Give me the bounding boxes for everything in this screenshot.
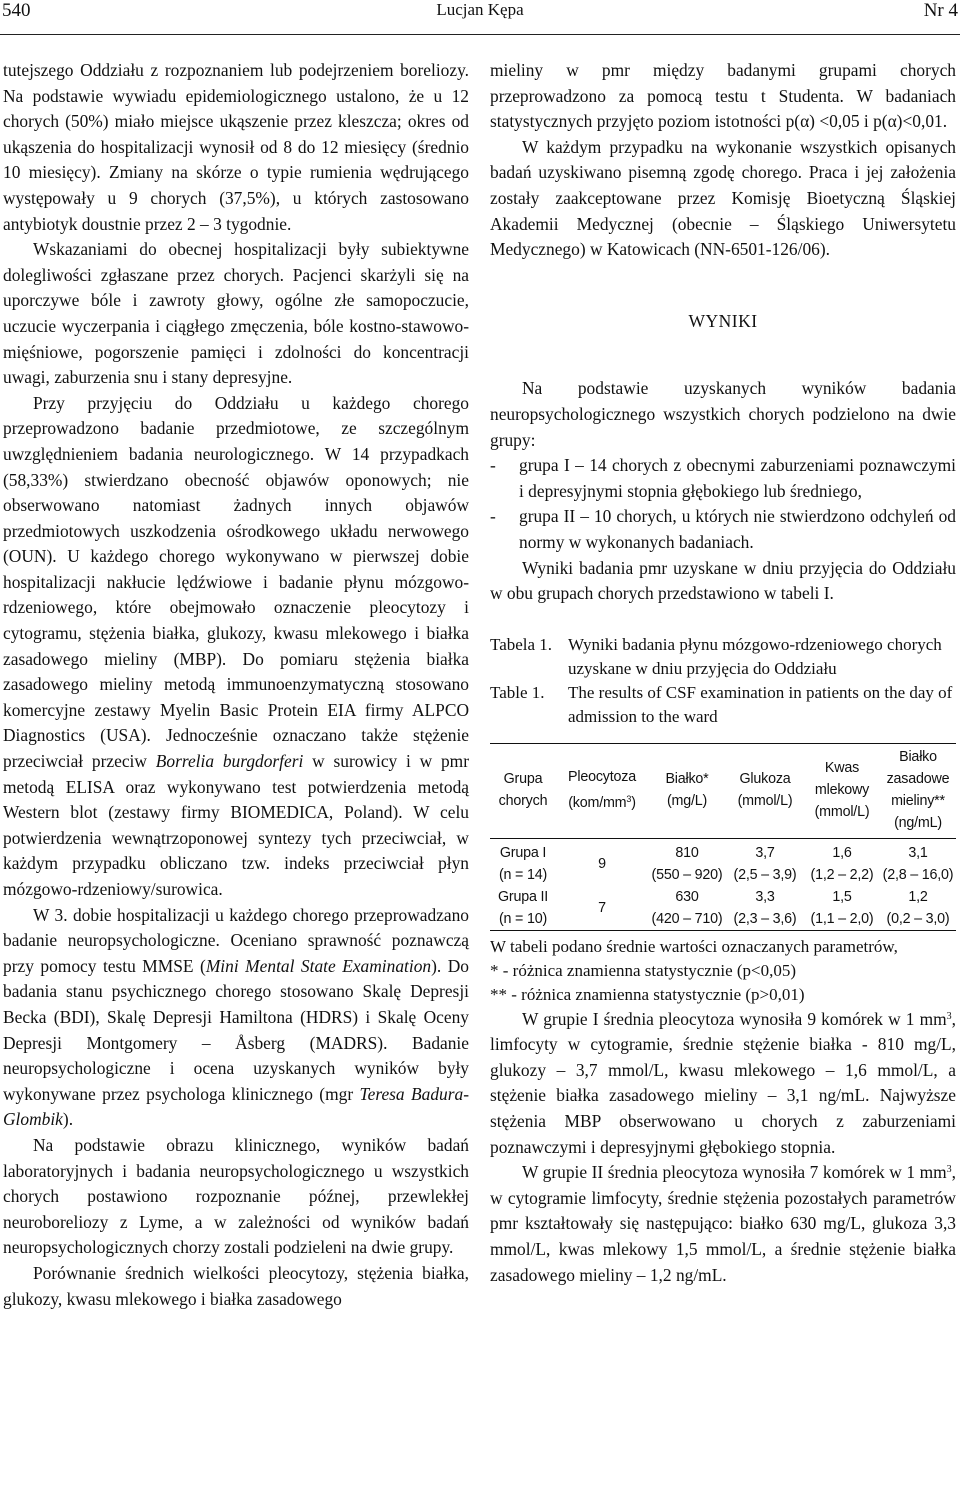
paragraph-diagnosis: Na podstawie obrazu klinicznego, wyników badań laboratoryjnych i badania neuropsychologicznego u wszystkich chorych postawiono rozpoznanie późnej, przewlekłej neuroboreliozy z Lyme, a w zależności od wyników badań neuropsychologicznych chorzy zostali podzieleni na dwie grupy. — [3, 1134, 469, 1258]
paragraph-examination: Przy przyjęciu do Oddziału u każdego chorego przeprowadzono badanie przedmiotowe, ze szczególnym uwzględnieniem badania neurologicznego. W 14 przypadkach (58,33%) stwierdzano obecność objawów oponowych; nie obserwowano natomiast żadnych innych objawów przedmiotowych uszkodzenia ośrodkowego układu nerwowego (OUN). U każdego chorego wykonywano w pierwszej dobie hospitalizacji nakłucie lędźwiowe i badanie płynu mózgowo-rdzeniowego, które obejmowało oznaczenie pleocytozy i cytogramu, stężenia białka, glukozy, kwasu mlekowego i białka zasadowego mieliny (MBP). Do pomiaru stężenia białka zasadowego mieliny metodą immunoenzymatyczną stosowano komercyjne zestawy Myelin Basic Protein EIA firmy ALPCO Diagnostics (USA). Jednocześnie oznaczano także stężenie przeciwciał przeciw Borrelia burgdorferi w surowicy i w pmr metodą ELISA oraz wykonywano test potwierdzenia metodą Western blot (zestawy firmy BIOMEDICA, Poland). W celu potwierdzenia wewnątrzoponowej syntezy tych przeciwciał, w każdym przypadku obliczano tzw. indeks przeciwciał płyn mózgowo-rdzeniowy/surowica. — [3, 392, 469, 899]
cell-protein: 630 (420 – 710) — [651, 888, 723, 927]
paragraph-statistics: mieliny w pmr między badanymi grupami chorych przeprowadzono za pomocą testu t Studenta. W badaniach statystycznych przyjęto poziom istotności p(α) <0,05 i p(α)<0,01. — [490, 60, 956, 132]
cell-pleocytosis: 7 — [598, 899, 606, 916]
psychologist-name: Teresa Badura-Glombik — [3, 1083, 469, 1130]
paragraph-history: tutejszego Oddziału z rozpoznaniem lub podejrzeniem boreliozy. Na podstawie wywiadu epidemiologicznego ustalono, że u 12 chorych (50%) miało miejsce ukąszenie przez kleszcza; okres od ukąszenia do hospitalizacji wynosił od 8 do 12 miesięcy (średnio 10 miesięcy). Zmiany na skórze o typie rumienia wędrującego występowały u 9 chorych (37,5%), u których zastosowano antybiotyk doustnie przez 2 – 3 tygodnie. — [3, 60, 469, 234]
paragraph-groups: Na podstawie uzyskanych wyników badania neuropsychologicznego wszystkich chorych podzielono na dwie grupy: — [490, 378, 956, 450]
cell-mbp: 3,1 (2,8 – 16,0) — [882, 844, 954, 883]
cell-protein: 810 (550 – 920) — [651, 844, 723, 883]
cell-glucose: 3,7 (2,5 – 3,9) — [733, 844, 797, 883]
mmse-name: Mini Mental State Examination — [205, 955, 432, 976]
header-rule — [0, 34, 960, 35]
paragraph-comparison: Porównanie średnich wielkości pleocytozy, stężenia białka, glukozy, kwasu mlekowego i białka zasadowego — [3, 1262, 469, 1309]
running-header — [0, 0, 960, 36]
caption-label-pl: Tabela 1. — [490, 634, 553, 654]
running-author: Lucjan Kępa — [436, 0, 524, 19]
table-header-row — [490, 743, 956, 838]
paragraph-table-intro: Wyniki badania pmr uzyskane w dniu przyjęcia do Oddziału w obu grupach chorych przedstawiono w tabeli I. — [490, 557, 956, 604]
table-caption — [490, 633, 956, 729]
cell-group: Grupa II (n = 10) — [497, 888, 549, 927]
table-row — [490, 886, 956, 931]
paragraph-consent: W każdym przypadku na wykonanie wszystkich opisanych badań uzyskiwano pisemną zgodę chorego. Praca i jej założenia zostały zaakceptowane przez Komisję Bioetyczną Śląskiej Akademii Medycznej (obecnie – Śląskiego Uniwersytetu Medycznego) w Katowicach (NN-6501-126/06). — [490, 136, 956, 260]
header-group: Grupa chorych — [498, 770, 548, 809]
note-mean-values: W tabeli podano średnie wartości oznaczanych parametrów, — [490, 936, 898, 956]
cell-pleocytosis: 9 — [598, 855, 606, 872]
cell-mbp: 1,2 (0,2 – 3,0) — [886, 888, 950, 927]
caption-text-pl: Wyniki badania płynu mózgowo-rdzeniowego chorych uzyskane w dniu przyjęcia do Oddziału — [568, 634, 942, 678]
table-row — [490, 838, 956, 886]
note-significance-2: ** - różnica znamienna statystycznie (p>0,01) — [490, 984, 805, 1004]
paragraph-group-two: W grupie II średnia pleocytoza wynosiła 7 komórek w 1 $mm^3$, w cytogramie limfocyty, średnie stężenia pozostałych parametrów pmr kształtowały się następująco: białko 630 mg/L, glukoza 3,3 mmol/L, kwas mlekowy 1,5 mmol/L, a średnie stężenie białka zasadowego mieliny – 1,2 ng/mL. — [490, 1162, 956, 1285]
caption-label-en: Table 1. — [490, 682, 545, 702]
species-name: Borrelia burgdorferi — [155, 751, 304, 772]
results-table — [490, 743, 956, 931]
cell-lactate: 1,5 (1,1 – 2,0) — [810, 888, 874, 927]
list-item: - grupa II – 10 chorych, u których nie stwierdzono odchyleń od normy w wykonanych badaniach. — [490, 506, 956, 552]
paragraph-indications: Wskazaniami do obecnej hospitalizacji były subiektywne dolegliwości zgłaszane przez chorych. Pacjenci skarżyli się na uporczywe bóle i zawroty głowy, ogólne złe samopoczucie, uczucie wyczerpania i ciągłego zmęczenia, bóle kostno-stawowo-mięśniowe, pogorszenie pamięci i zdolności do koncentracji uwagi, zaburzenia snu i stany depresyjne. — [3, 239, 469, 388]
list-item: - grupa I – 14 chorych z obecnymi zaburzeniami poznawczymi i depresyjnymi stopnia głębokiego lub średniego, — [490, 455, 956, 501]
left-column — [3, 58, 469, 1312]
group-list — [490, 453, 956, 555]
right-column — [490, 58, 956, 1288]
note-significance-1: * - różnica znamienna statystycznie (p<0,05) — [490, 960, 797, 980]
header-pleocytosis: Pleocytoza $(kom/mm^3)$ — [568, 768, 636, 811]
cell-group: Grupa I (n = 14) — [498, 844, 548, 883]
section-heading-results: WYNIKI — [688, 310, 758, 331]
header-protein: Białko* (mg/L) — [665, 770, 709, 809]
table-notes — [490, 935, 956, 1007]
header-lactate: Kwas mlekowy (mmol/L) — [814, 759, 870, 820]
caption-text-en: The results of CSF examination in patients on the day of admission to the ward — [568, 682, 953, 726]
header-glucose: Glukoza (mmol/L) — [737, 770, 793, 809]
cell-lactate: 1,6 (1,2 – 2,2) — [810, 844, 874, 883]
cell-glucose: 3,3 (2,3 – 3,6) — [733, 888, 797, 927]
paragraph-neuropsych: W 3. dobie hospitalizacji u każdego chorego przeprowadzano badanie neuropsychologiczne. Oceniano sprawność poznawczą przy pomocy testu MMSE (Mini Mental State Examination). Do badania stanu psychicznego chorego stosowano Skalę Depresji Becka (BDI), Skalę Depresji Hamiltona (HDRS) i Skalę Oceny Depresji Montgomery – Åsberg (MADRS). Badanie neuropsychologiczne i ocena uzyskanych wyników były wykonywane przez psychologa klinicznego (mgr Teresa Badura-Glombik). — [3, 904, 469, 1130]
page-number: 540 — [2, 0, 31, 21]
paragraph-group-one: W grupie I średnia pleocytoza wynosiła 9 komórek w 1 $mm^3$, limfocyty w cytogramie, średnie stężenie białka - 810 mg/L, glukozy – 3,7 mmol/L, kwasu mlekowego – 1,6 mmol/L, a stężenie białka zasadowego mieliny – 3,1 ng/mL. Najwyższe stężenia MBP obserwowano u chorych z zaburzeniami poznawczymi i depresyjnymi głębokiego stopnia. — [490, 1008, 956, 1157]
issue-number: Nr 4 — [923, 0, 958, 21]
header-mbp: Białko zasadowe mieliny** (ng/mL) — [886, 748, 950, 831]
